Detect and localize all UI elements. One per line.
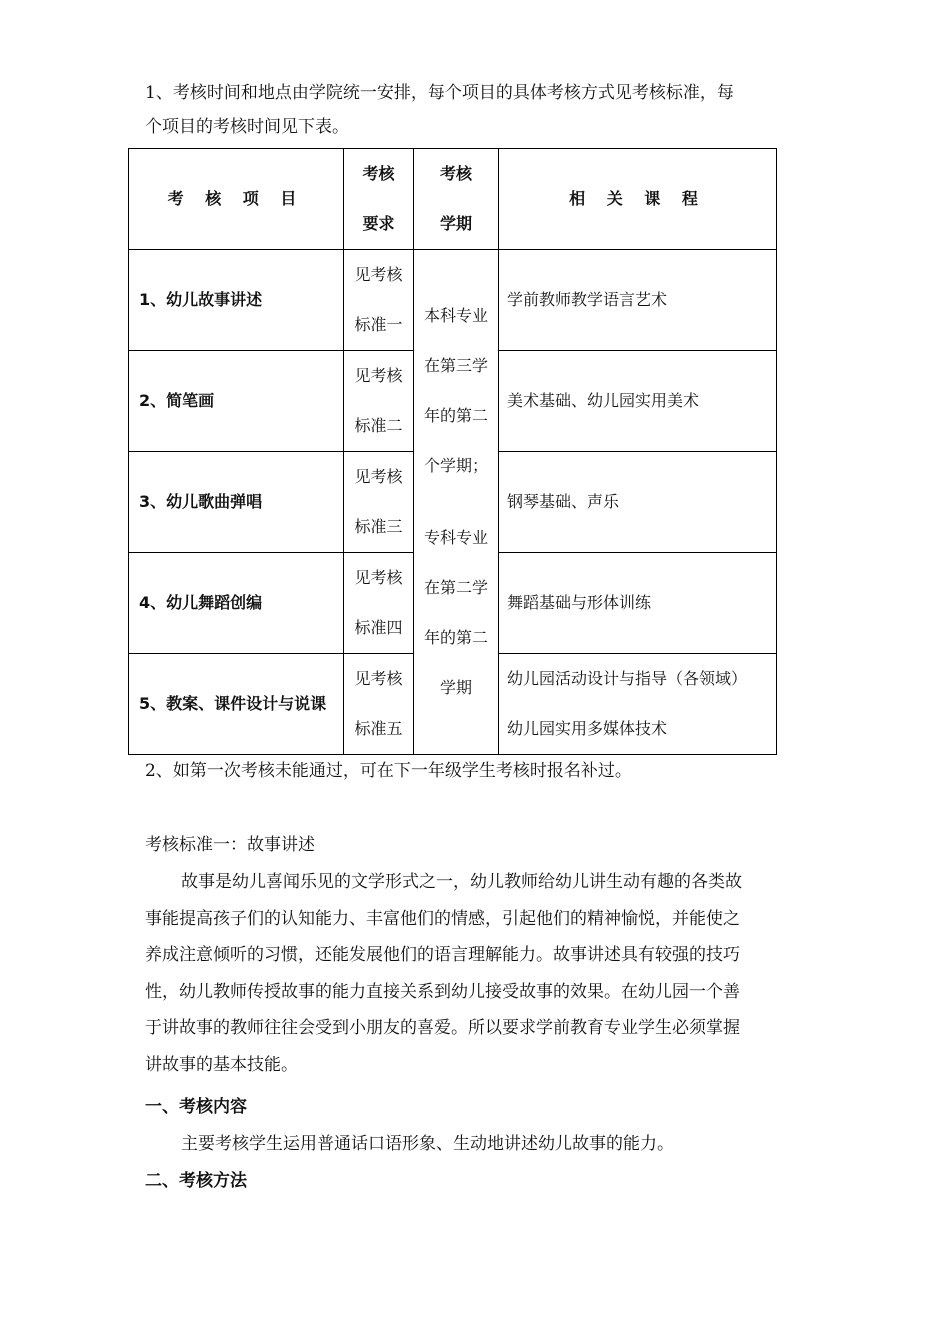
header-requirement: 考核 要求	[344, 149, 414, 250]
row-requirement: 见考核 标准三	[344, 452, 414, 553]
header-project: 考 核 项 目	[129, 149, 344, 250]
row-project: 2、简笔画	[129, 351, 344, 452]
row-courses: 舞蹈基础与形体训练	[499, 553, 777, 654]
row-project: 4、幼儿舞蹈创编	[129, 553, 344, 654]
section-2-title: 二、考核方法	[145, 1171, 247, 1191]
term-cell: 本科专业 在第三学 年的第二 个学期； 专科专业 在第二学 年的第二 学期	[414, 250, 499, 755]
row-requirement: 见考核 标准一	[344, 250, 414, 351]
row-requirement: 见考核 标准五	[344, 654, 414, 755]
section-1-title: 一、考核内容	[145, 1097, 247, 1117]
standard-paragraph: 故事是幼儿喜闻乐见的文学形式之一，幼儿教师给幼儿讲生动有趣的各类故 事能提高孩子们的认知能力、丰富他们的情感，引起他们的精神愉悦，并能使之 养成注意倾听的习惯，还能发展他们的语言理解能力。故事讲述具有较强的技巧 性，幼儿教师传授故事的能力直接关系到幼儿接受故事的效果。在幼儿园一个善 于讲故事的教师往往会受到小朋友的喜爱。所以要求学前教育专业学生必须掌握 讲故事的基本技能。	[145, 872, 742, 1075]
row-courses: 幼儿园活动设计与指导（各领域） 幼儿园实用多媒体技术	[499, 654, 777, 755]
note-1-line-2: 个项目的考核时间见下表。	[145, 117, 349, 137]
row-courses: 美术基础、幼儿园实用美术	[499, 351, 777, 452]
table-row	[129, 250, 777, 351]
row-courses: 钢琴基础、声乐	[499, 452, 777, 553]
note-2: 2、如第一次考核未能通过，可在下一年级学生考核时报名补过。	[145, 761, 632, 781]
row-project: 3、幼儿歌曲弹唱	[129, 452, 344, 553]
row-requirement: 见考核 标准四	[344, 553, 414, 654]
row-project: 1、幼儿故事讲述	[129, 250, 344, 351]
header-term: 考核 学期	[414, 149, 499, 250]
note-1	[145, 76, 810, 144]
table-header-row	[129, 149, 777, 250]
row-courses: 学前教师教学语言艺术	[499, 250, 777, 351]
note-1-line-1: 1、考核时间和地点由学院统一安排，每个项目的具体考核方式见考核标准，每	[145, 83, 734, 103]
standard-title: 考核标准一：故事讲述	[145, 835, 315, 855]
row-requirement: 见考核 标准二	[344, 351, 414, 452]
header-courses: 相 关 课 程	[499, 149, 777, 250]
row-project: 5、教案、课件设计与说课	[129, 654, 344, 755]
assessment-table	[128, 148, 777, 755]
section-1-text: 主要考核学生运用普通话口语形象、生动地讲述幼儿故事的能力。	[181, 1134, 674, 1154]
